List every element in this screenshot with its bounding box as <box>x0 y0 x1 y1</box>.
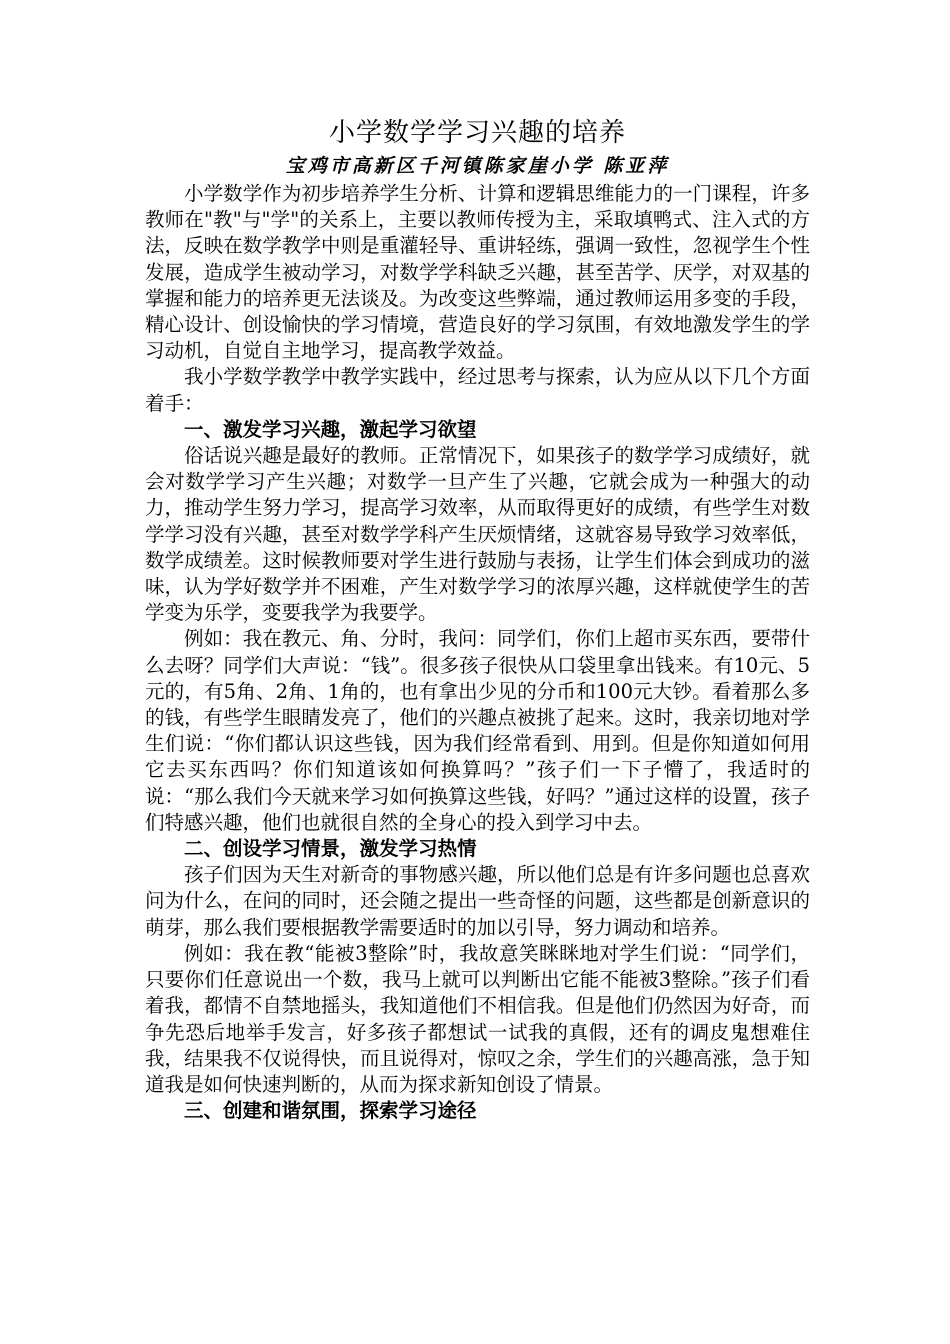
section-2-paragraph-2: 例如：我在教“能被3整除”时，我故意笑眯眯地对学生们说：“同学们，只要你们任意说出一个数，我马上就可以判断出它能不能被3整除。”孩子们看着我，都情不自禁地摇头，我知道他们不相信我。但是他们仍然因为好奇，而争先恐后地举手发言，好多孩子都想试一试我的真假，还有的调皮鬼想难住我，结果我不仅说得快，而且说得对，惊叹之余，学生们的兴趣高涨，急于知道我是如何快速判断的，从而为探求新知创设了情景。 <box>145 941 810 1096</box>
document-title: 小学数学学习兴趣的培养 <box>328 118 626 148</box>
intro-paragraph-1: 小学数学作为初步培养学生分析、计算和逻辑思维能力的一门课程，许多教师在"教"与"学"的关系上，主要以教师传授为主，采取填鸭式、注入式的方法，反映在数学教学中则是重灌轻导、重讲轻练，强调一致性，忽视学生个性发展，造成学生被动学习，对数学学科缺乏兴趣，甚至苦学、厌学，对双基的掌握和能力的培养更无法谈及。为改变这些弊端，通过教师运用多变的手段，精心设计、创设愉快的学习情境，营造良好的学习氛围，有效地激发学生的学习动机，自觉自主地学习，提高教学效益。 <box>145 182 810 363</box>
intro-paragraph-2: 我小学数学教学中教学实践中，经过思考与探索，认为应从以下几个方面着手： <box>145 365 810 415</box>
section-2-paragraph-1: 孩子们因为天生对新奇的事物感兴趣，所以他们总是有许多问题也总喜欢问为什么，在问的同时，还会随之提出一些奇怪的问题，这些都是创新意识的萌芽，那么我们要根据教学需要适时的加以引导，努力调动和培养。 <box>145 863 810 939</box>
document-page <box>145 113 810 1124</box>
section-2-heading: 二、创设学习情景，激发学习热情 <box>184 837 477 861</box>
section-1-paragraph-2: 例如：我在教元、角、分时，我问：同学们，你们上超市买东西，要带什么去呀？同学们大声说：“钱”。很多孩子很快从口袋里拿出钱来。有10元、5元的，有5角、2角、1角的，也有拿出少见的分币和100元大钞。看着那么多的钱，有些学生眼睛发亮了，他们的兴趣点被挑了起来。这时，我亲切地对学生们说：“你们都认识这些钱，因为我们经常看到、用到。但是你知道如何用它去买东西吗？你们知道该如何换算吗？”孩子们一下子懵了，我适时的说：“那么我们今天就来学习如何换算这些钱，好吗？”通过这样的设置，孩子们特感兴趣，他们也就很自然的全身心的投入到学习中去。 <box>145 627 810 834</box>
section-1-paragraph-1: 俗话说兴趣是最好的教师。正常情况下，如果孩子的数学学习成绩好，就会对数学学习产生兴趣；对数学一旦产生了兴趣，它就会成为一种强大的动力，推动学生努力学习，提高学习效率，从而取得更好的成绩，有些学生对数学学习没有兴趣，甚至对数学学科产生厌烦情绪，这就容易导致学习效率低，数学成绩差。这时候教师要对学生进行鼓励与表扬，让学生们体会到成功的滋味，认为学好数学并不困难，产生对数学学习的浓厚兴趣，这样就使学生的苦学变为乐学，变要我学为我要学。 <box>145 444 810 625</box>
section-3-heading: 三、创建和谐氛围，探索学习途径 <box>184 1099 477 1123</box>
author-line: 宝鸡市高新区千河镇陈家崖小学 陈亚萍 <box>285 155 670 177</box>
section-1-heading: 一、激发学习兴趣，激起学习欲望 <box>184 417 477 441</box>
